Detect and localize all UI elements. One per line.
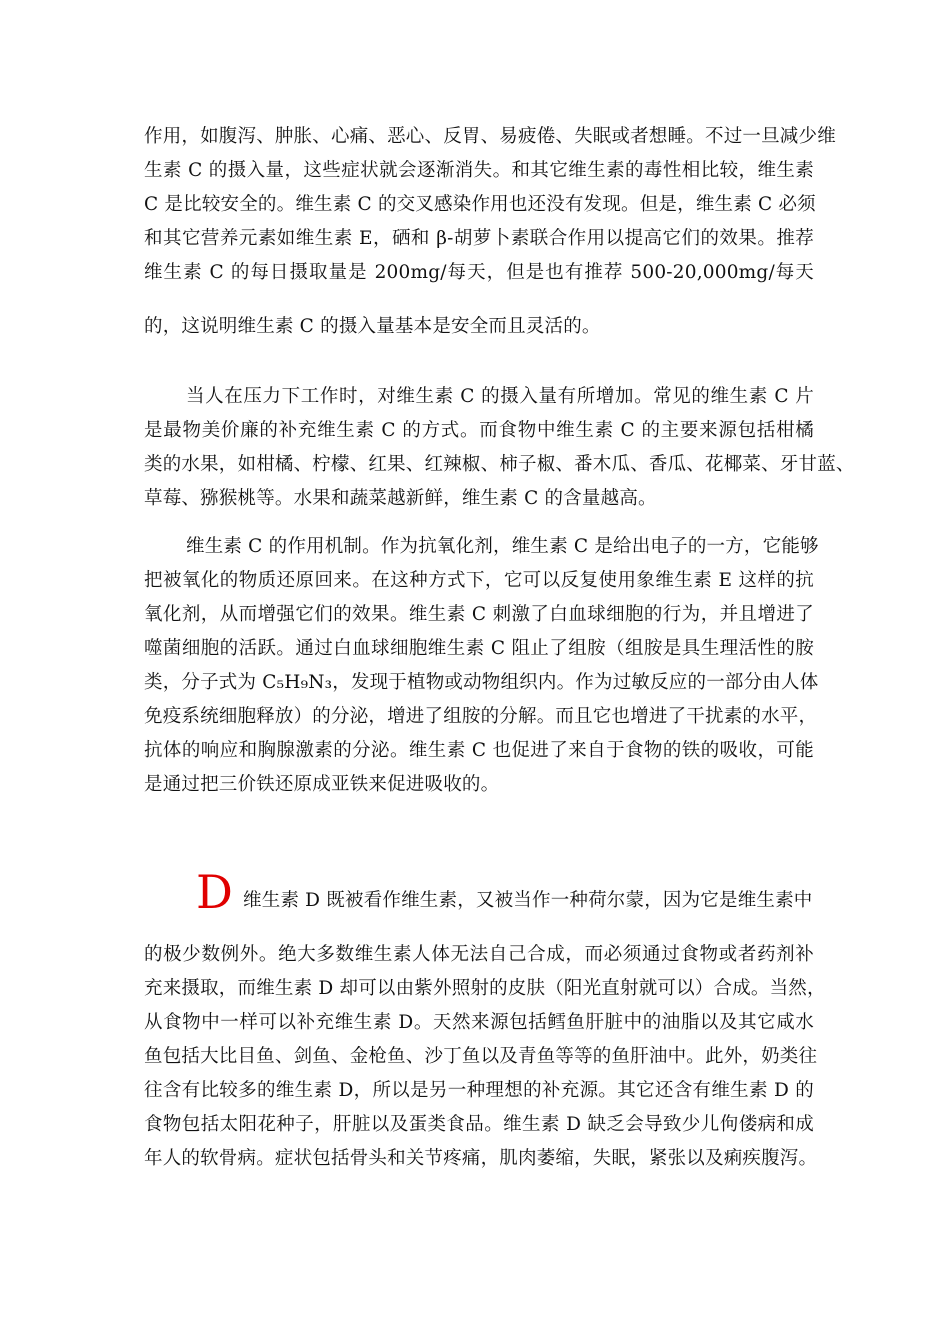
text-line: 生素 C 的摄入量，这些症状就会逐渐消失。和其它维生素的毒性相比较，维生素: [144, 160, 814, 181]
text-line: 当人在压力下工作时，对维生素 C 的摄入量有所增加。常见的维生素 C 片: [186, 386, 814, 407]
text-line: 抗体的响应和胸腺激素的分泌。维生素 C 也促进了来自于食物的铁的吸收，可能: [144, 740, 814, 761]
text-line: 充来摄取，而维生素 D 却可以由紫外照射的皮肤（阳光直射就可以）合成。当然，: [144, 978, 826, 999]
text-line: 年人的软骨病。症状包括骨头和关节疼痛，肌肉萎缩，失眠，紧张以及痢疾腹泻。: [144, 1148, 818, 1169]
text-line: 从食物中一样可以补充维生素 D。天然来源包括鳕鱼肝脏中的油脂以及其它咸水: [144, 1012, 814, 1033]
text-line: 把被氧化的物质还原回来。在这种方式下，它可以反复使用象维生素 E 这样的抗: [144, 570, 814, 591]
text-line: 是通过把三价铁还原成亚铁来促进吸收的。: [144, 774, 500, 795]
drop-cap-d: D: [196, 865, 233, 919]
text-line: 噬菌细胞的活跃。通过白血球细胞维生素 C 阻止了组胺（组胺是具生理活性的胺: [144, 638, 814, 659]
text-line: 鱼包括大比目鱼、剑鱼、金枪鱼、沙丁鱼以及青鱼等等的鱼肝油中。此外，奶类往: [144, 1046, 818, 1067]
text-line: C 是比较安全的。维生素 C 的交叉感染作用也还没有发现。但是，维生素 C 必须: [144, 194, 816, 215]
paragraph-vitamin-c-sources: [144, 380, 855, 516]
text-line: 维生素 C 的每日摄取量是 200mg/每天，但是也有推荐 500-20,000mg/每天: [144, 262, 814, 283]
paragraph-vitamin-d: [144, 938, 826, 1176]
paragraph-vitamin-c-safety: [144, 120, 836, 344]
text-line: 类，分子式为 C₅H₉N₃，发现于植物或动物组织内。作为过敏反应的一部分由人体: [144, 672, 819, 693]
text-line: 维生素 C 的作用机制。作为抗氧化剂，维生素 C 是给出电子的一方，它能够: [186, 536, 819, 557]
text-line: 往含有比较多的维生素 D，所以是另一种理想的补充源。其它还含有维生素 D 的: [144, 1080, 814, 1101]
text-line: 和其它营养元素如维生素 E，硒和 β-胡萝卜素联合作用以提高它们的效果。推荐: [144, 228, 814, 249]
text-line: 维生素 D 既被看作维生素，又被当作一种荷尔蒙，因为它是维生素中: [243, 890, 813, 911]
text-line: 的极少数例外。绝大多数维生素人体无法自己合成，而必须通过食物或者药剂补: [144, 944, 814, 965]
text-line: 是最物美价廉的补充维生素 C 的方式。而食物中维生素 C 的主要来源包括柑橘: [144, 420, 814, 441]
text-line: 草莓、猕猴桃等。水果和蔬菜越新鲜，维生素 C 的含量越高。: [144, 488, 657, 509]
text-line: 的，这说明维生素 C 的摄入量基本是安全而且灵活的。: [144, 316, 601, 337]
text-line: 食物包括太阳花种子，肝脏以及蛋类食品。维生素 D 缺乏会导致少儿佝偻病和成: [144, 1114, 814, 1135]
paragraph-vitamin-c-mechanism: [144, 530, 819, 802]
text-line: 类的水果，如柑橘、柠檬、红果、红辣椒、柿子椒、番木瓜、香瓜、花椰菜、牙甘蓝、: [144, 454, 855, 475]
text-line: 氧化剂，从而增强它们的效果。维生素 C 刺激了白血球细胞的行为，并且增进了: [144, 604, 814, 625]
text-line: 作用，如腹泻、肿胀、心痛、恶心、反胃、易疲倦、失眠或者想睡。不过一旦减少维: [144, 126, 836, 147]
text-line: 免疫系统细胞释放）的分泌，增进了组胺的分解。而且它也增进了干扰素的水平，: [144, 706, 818, 727]
